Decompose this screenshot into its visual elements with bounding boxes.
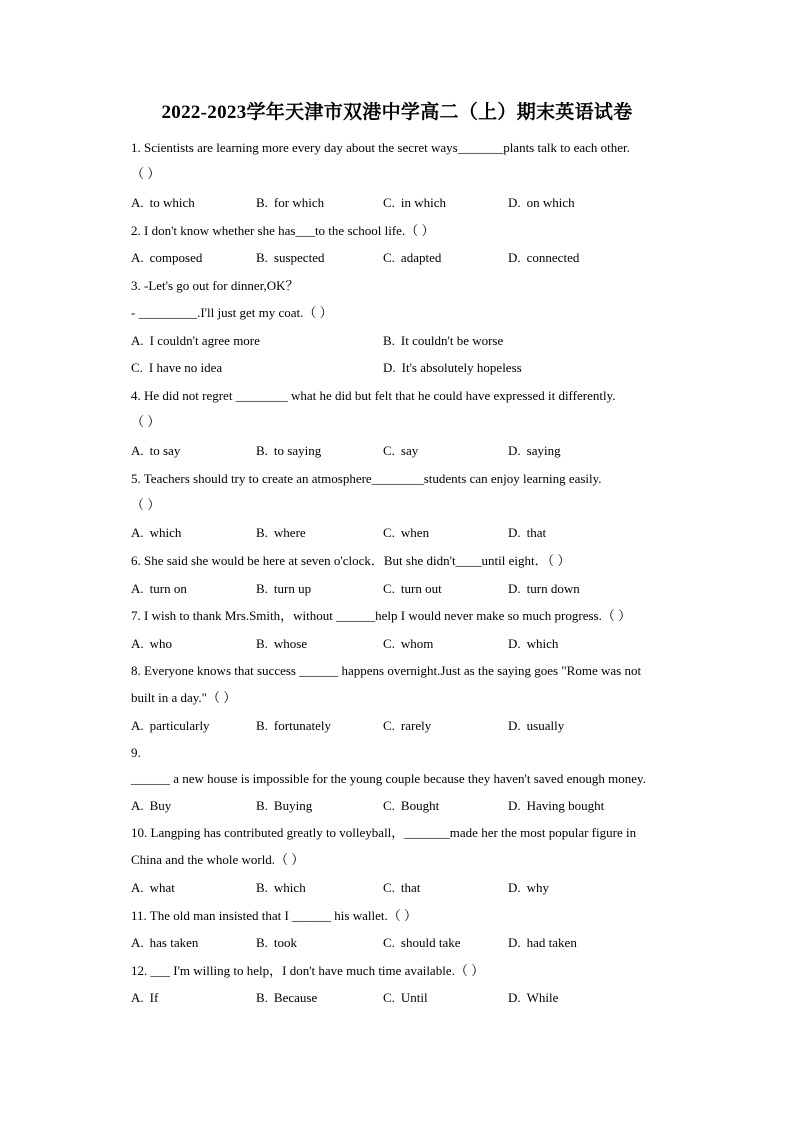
question-9-option-2[interactable] — [256, 798, 312, 814]
option-letter: A. — [131, 880, 144, 895]
question-11-option-3[interactable] — [383, 935, 461, 951]
option-text: turn up — [273, 581, 312, 596]
option-text: It couldn't be worse — [400, 333, 504, 348]
option-letter: A. — [131, 636, 144, 651]
question-12-option-2[interactable] — [256, 990, 317, 1006]
option-letter: A. — [131, 798, 144, 813]
question-10-option-4[interactable] — [508, 880, 549, 896]
option-text: I have no idea — [148, 360, 223, 375]
option-letter: C. — [383, 250, 395, 265]
question-5-line-2: （ ） — [131, 497, 161, 512]
question-1-line-2: （ ） — [131, 166, 161, 181]
option-letter: B. — [256, 250, 268, 265]
question-2-option-3[interactable] — [383, 250, 441, 266]
option-letter: A. — [131, 718, 144, 733]
question-12-option-1[interactable] — [131, 990, 158, 1006]
option-text: particularly — [149, 718, 210, 733]
question-12-option-3[interactable] — [383, 990, 428, 1006]
option-text: Bought — [400, 798, 440, 813]
question-6-option-3[interactable] — [383, 581, 442, 597]
option-text: Having bought — [526, 798, 605, 813]
option-letter: B. — [256, 443, 268, 458]
question-10-line-2: China and the whole world.（ ） — [131, 852, 305, 867]
question-2-line-1: 2. I don't know whether she has___to the school life.（ ） — [131, 223, 435, 238]
option-letter: C. — [383, 525, 395, 540]
option-letter: C. — [383, 798, 395, 813]
option-text: saying — [526, 443, 561, 458]
option-text: connected — [526, 250, 580, 265]
question-12-option-4[interactable] — [508, 990, 558, 1006]
option-text: whose — [273, 636, 308, 651]
question-11-option-1[interactable] — [131, 935, 198, 951]
option-text: Until — [400, 990, 428, 1005]
option-letter: D. — [508, 195, 521, 210]
option-text: composed — [149, 250, 203, 265]
option-letter: B. — [256, 636, 268, 651]
option-text: where — [273, 525, 306, 540]
option-text: Buy — [149, 798, 172, 813]
option-text: why — [526, 880, 550, 895]
option-letter: A. — [131, 443, 144, 458]
option-letter: D. — [508, 935, 521, 950]
option-text: who — [149, 636, 173, 651]
option-letter: D. — [508, 880, 521, 895]
option-text: usually — [526, 718, 565, 733]
question-1-option-3[interactable] — [383, 195, 446, 211]
option-text: While — [526, 990, 559, 1005]
option-letter: D. — [508, 581, 521, 596]
question-8-line-2: built in a day."（ ） — [131, 690, 237, 705]
option-letter: D. — [383, 360, 396, 375]
question-10-option-2[interactable] — [256, 880, 306, 896]
question-8-option-1[interactable] — [131, 718, 210, 734]
question-4-line-2: （ ） — [131, 414, 161, 429]
option-text: what — [149, 880, 175, 895]
option-text: turn out — [400, 581, 442, 596]
option-letter: B. — [256, 990, 268, 1005]
option-letter: B. — [256, 880, 268, 895]
question-7-option-3[interactable] — [383, 636, 433, 652]
question-7-option-4[interactable] — [508, 636, 558, 652]
page-title: 2022-2023学年天津市双港中学高二（上）期末英语试卷 — [161, 102, 633, 123]
question-9-line-1: 9. — [131, 745, 141, 760]
option-text: Because — [273, 990, 318, 1005]
option-letter: C. — [383, 880, 395, 895]
question-4-option-3[interactable] — [383, 443, 418, 459]
option-letter: B. — [256, 195, 268, 210]
option-text: fortunately — [273, 718, 331, 733]
option-text: that — [526, 525, 547, 540]
question-10-option-1[interactable] — [131, 880, 175, 896]
question-7-option-1[interactable] — [131, 636, 172, 652]
option-text: If — [149, 990, 159, 1005]
option-letter: D. — [508, 798, 521, 813]
question-1-option-2[interactable] — [256, 195, 324, 211]
question-8-option-4[interactable] — [508, 718, 564, 734]
question-3-option-2[interactable] — [383, 333, 503, 349]
option-text: took — [273, 935, 298, 950]
option-text: I couldn't agree more — [149, 333, 260, 348]
question-8-option-2[interactable] — [256, 718, 331, 734]
option-text: when — [400, 525, 430, 540]
option-letter: B. — [256, 935, 268, 950]
option-letter: D. — [508, 718, 521, 733]
question-5-option-2[interactable] — [256, 525, 306, 541]
option-letter: C. — [131, 360, 143, 375]
question-3-line-2: - _________.I'll just get my coat.（ ） — [131, 305, 333, 320]
option-letter: A. — [131, 581, 144, 596]
question-5-option-4[interactable] — [508, 525, 546, 541]
option-letter: D. — [508, 443, 521, 458]
question-10-line-1: 10. Langping has contributed greatly to volleyball，_______made her the most popular figure in — [131, 825, 637, 840]
question-2-option-1[interactable] — [131, 250, 202, 266]
question-5-option-1[interactable] — [131, 525, 181, 541]
question-12-line-1: 12. ___ I'm willing to help，I don't have much time available.（ ） — [131, 963, 485, 978]
option-text: turn on — [149, 581, 187, 596]
question-3-option-3[interactable] — [131, 360, 222, 376]
option-letter: B. — [383, 333, 395, 348]
question-9-line-2: ______ a new house is impossible for the young couple because they haven't saved enough money. — [131, 771, 646, 786]
option-letter: A. — [131, 333, 144, 348]
option-text: to say — [149, 443, 181, 458]
option-text: suspected — [273, 250, 325, 265]
option-text: on which — [526, 195, 575, 210]
question-2-option-4[interactable] — [508, 250, 579, 266]
question-9-option-3[interactable] — [383, 798, 439, 814]
option-text: adapted — [400, 250, 442, 265]
option-letter: C. — [383, 718, 395, 733]
option-text: in which — [400, 195, 447, 210]
option-letter: C. — [383, 195, 395, 210]
option-letter: D. — [508, 525, 521, 540]
option-text: for which — [273, 195, 325, 210]
question-3-option-4[interactable] — [383, 360, 522, 376]
question-11-option-2[interactable] — [256, 935, 297, 951]
question-9-option-1[interactable] — [131, 798, 171, 814]
question-11-option-4[interactable] — [508, 935, 577, 951]
option-letter: D. — [508, 990, 521, 1005]
option-letter: C. — [383, 636, 395, 651]
option-text: which — [149, 525, 182, 540]
option-text: It's absolutely hopeless — [401, 360, 522, 375]
question-5-line-1: 5. Teachers should try to create an atmosphere________students can enjoy learning easily. — [131, 471, 602, 486]
option-letter: C. — [383, 581, 395, 596]
question-2-option-2[interactable] — [256, 250, 324, 266]
option-text: whom — [400, 636, 434, 651]
option-text: say — [400, 443, 419, 458]
question-9-option-4[interactable] — [508, 798, 604, 814]
option-letter: A. — [131, 195, 144, 210]
option-letter: C. — [383, 443, 395, 458]
option-letter: B. — [256, 581, 268, 596]
option-letter: A. — [131, 250, 144, 265]
option-letter: D. — [508, 636, 521, 651]
question-4-option-4[interactable] — [508, 443, 561, 459]
option-letter: B. — [256, 798, 268, 813]
question-10-option-3[interactable] — [383, 880, 420, 896]
question-8-line-1: 8. Everyone knows that success ______ happens overnight.Just as the saying goes "Rome was not — [131, 663, 642, 678]
option-letter: C. — [383, 935, 395, 950]
option-text: that — [400, 880, 421, 895]
question-4-option-1[interactable] — [131, 443, 180, 459]
option-text: has taken — [149, 935, 199, 950]
option-letter: B. — [256, 718, 268, 733]
option-text: which — [273, 880, 306, 895]
option-text: turn down — [526, 581, 580, 596]
option-text: had taken — [526, 935, 577, 950]
question-1-line-1: 1. Scientists are learning more every day about the secret ways_______plants talk to each other. — [131, 140, 630, 155]
option-letter: C. — [383, 990, 395, 1005]
question-7-line-1: 7. I wish to thank Mrs.Smith，without ______help I would never make so much progress.（ ） — [131, 608, 632, 623]
option-text: rarely — [400, 718, 432, 733]
question-6-option-2[interactable] — [256, 581, 311, 597]
question-3-option-1[interactable] — [131, 333, 260, 349]
option-letter: A. — [131, 525, 144, 540]
option-letter: A. — [131, 990, 144, 1005]
question-4-option-2[interactable] — [256, 443, 321, 459]
option-text: which — [526, 636, 559, 651]
option-text: should take — [400, 935, 461, 950]
option-letter: D. — [508, 250, 521, 265]
question-1-option-4[interactable] — [508, 195, 575, 211]
question-6-option-4[interactable] — [508, 581, 580, 597]
question-5-option-3[interactable] — [383, 525, 429, 541]
option-text: to saying — [273, 443, 322, 458]
question-6-option-1[interactable] — [131, 581, 187, 597]
option-text: Buying — [273, 798, 313, 813]
question-1-option-1[interactable] — [131, 195, 195, 211]
option-letter: A. — [131, 935, 144, 950]
question-3-line-1: 3. -Let's go out for dinner,OK？ — [131, 278, 299, 293]
option-letter: B. — [256, 525, 268, 540]
question-6-line-1: 6. She said she would be here at seven o'clock．But she didn't____until eight．（ ） — [131, 553, 571, 568]
question-4-line-1: 4. He did not regret ________ what he did but felt that he could have expressed it differently. — [131, 388, 616, 403]
option-text: to which — [149, 195, 195, 210]
question-11-line-1: 11. The old man insisted that I ______ his wallet.（ ） — [131, 908, 417, 923]
question-8-option-3[interactable] — [383, 718, 431, 734]
question-7-option-2[interactable] — [256, 636, 307, 652]
